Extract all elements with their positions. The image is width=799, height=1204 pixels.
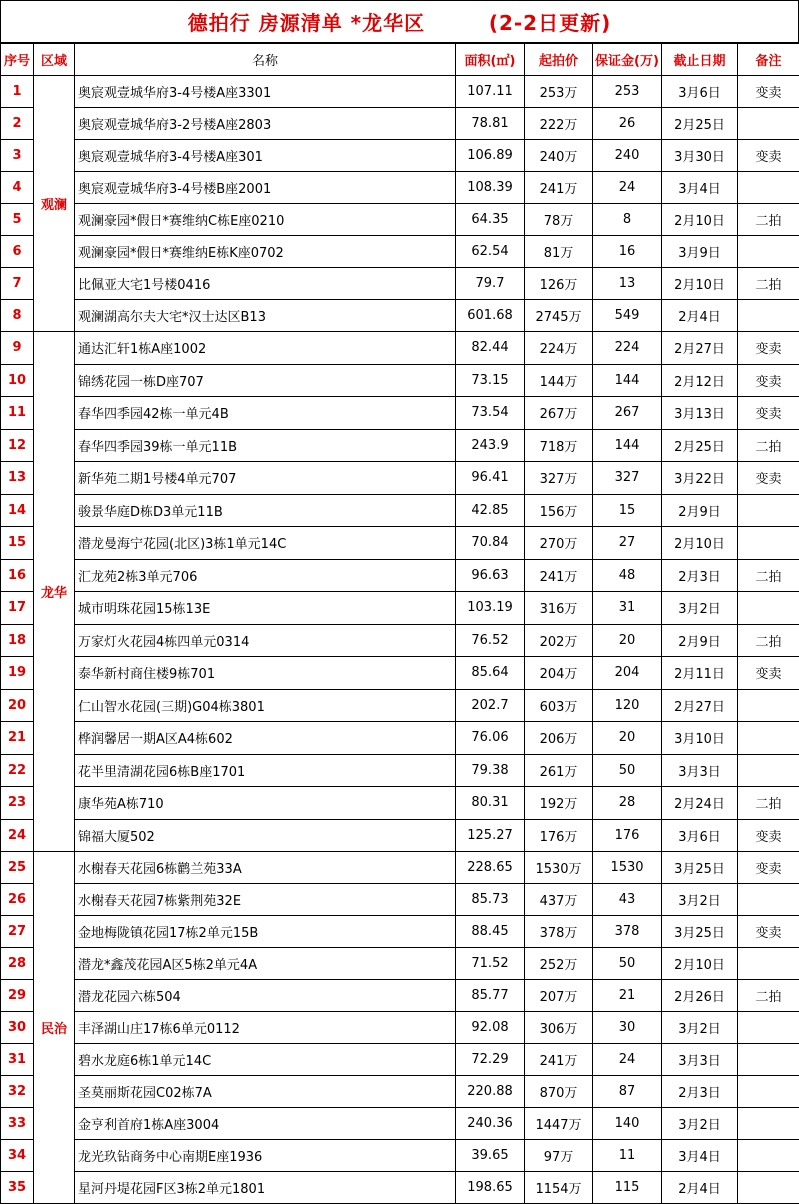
note-value — [738, 722, 799, 755]
start-price: 241万 — [525, 172, 593, 204]
property-name: 潜龙曼海宁花园(北区)3栋1单元14C — [75, 527, 456, 560]
region-label: 民治 — [34, 852, 75, 1204]
deposit-value: 16 — [593, 236, 662, 268]
note-value — [738, 1076, 799, 1108]
row-number: 14 — [1, 494, 34, 527]
area-value: 73.54 — [456, 397, 525, 430]
note-value: 变卖 — [738, 397, 799, 430]
deadline-date: 2月9日 — [662, 624, 738, 657]
area-value: 85.64 — [456, 657, 525, 690]
area-value: 85.73 — [456, 884, 525, 916]
table-row — [1, 948, 799, 980]
deposit-value: 115 — [593, 1172, 662, 1204]
note-value — [738, 1172, 799, 1204]
header-deposit: 保证金(万) — [593, 44, 662, 76]
deposit-value: 1530 — [593, 852, 662, 884]
start-price: 261万 — [525, 754, 593, 787]
row-number: 1 — [1, 76, 34, 108]
row-number: 30 — [1, 1012, 34, 1044]
note-value: 二拍 — [738, 624, 799, 657]
table-row — [1, 1076, 799, 1108]
deadline-date: 3月22日 — [662, 462, 738, 495]
row-number: 28 — [1, 948, 34, 980]
deadline-date: 3月9日 — [662, 236, 738, 268]
deadline-date: 2月9日 — [662, 494, 738, 527]
property-name: 碧水龙庭6栋1单元14C — [75, 1044, 456, 1076]
area-value: 64.35 — [456, 204, 525, 236]
start-price: 202万 — [525, 624, 593, 657]
area-value: 107.11 — [456, 76, 525, 108]
row-number: 25 — [1, 852, 34, 884]
deposit-value: 50 — [593, 948, 662, 980]
area-value: 73.15 — [456, 364, 525, 397]
area-value: 39.65 — [456, 1140, 525, 1172]
row-number: 31 — [1, 1044, 34, 1076]
note-value — [738, 754, 799, 787]
deposit-value: 20 — [593, 624, 662, 657]
deadline-date: 2月27日 — [662, 332, 738, 365]
property-name: 仁山智水花园(三期)G04栋3801 — [75, 689, 456, 722]
property-name: 春华四季园39栋一单元11B — [75, 429, 456, 462]
area-value: 79.7 — [456, 268, 525, 300]
listing-table — [0, 43, 799, 1204]
start-price: 241万 — [525, 1044, 593, 1076]
property-name: 康华苑A栋710 — [75, 787, 456, 820]
deadline-date: 2月3日 — [662, 1076, 738, 1108]
table-row — [1, 397, 799, 430]
deadline-date: 2月24日 — [662, 787, 738, 820]
area-value: 106.89 — [456, 140, 525, 172]
deposit-value: 549 — [593, 300, 662, 332]
property-name: 星河丹堤花园F区3栋2单元1801 — [75, 1172, 456, 1204]
start-price: 718万 — [525, 429, 593, 462]
start-price: 241万 — [525, 559, 593, 592]
row-number: 19 — [1, 657, 34, 690]
note-value: 变卖 — [738, 462, 799, 495]
start-price: 1154万 — [525, 1172, 593, 1204]
row-number: 20 — [1, 689, 34, 722]
property-name: 金地梅陇镇花园17栋2单元15B — [75, 916, 456, 948]
start-price: 204万 — [525, 657, 593, 690]
start-price: 306万 — [525, 1012, 593, 1044]
area-value: 78.81 — [456, 108, 525, 140]
area-value: 62.54 — [456, 236, 525, 268]
table-row — [1, 1108, 799, 1140]
start-price: 270万 — [525, 527, 593, 560]
note-value: 变卖 — [738, 657, 799, 690]
start-price: 253万 — [525, 76, 593, 108]
row-number: 26 — [1, 884, 34, 916]
property-name: 奥宸观壹城华府3-4号楼A座3301 — [75, 76, 456, 108]
page-title — [0, 0, 799, 43]
table-row — [1, 1012, 799, 1044]
table-row — [1, 300, 799, 332]
deadline-date: 2月25日 — [662, 429, 738, 462]
deadline-date: 3月4日 — [662, 1140, 738, 1172]
area-value: 82.44 — [456, 332, 525, 365]
deadline-date: 3月10日 — [662, 722, 738, 755]
area-value: 243.9 — [456, 429, 525, 462]
row-number: 8 — [1, 300, 34, 332]
table-row — [1, 1044, 799, 1076]
table-row — [1, 332, 799, 365]
row-number: 33 — [1, 1108, 34, 1140]
deposit-value: 15 — [593, 494, 662, 527]
start-price: 81万 — [525, 236, 593, 268]
start-price: 603万 — [525, 689, 593, 722]
property-name: 桦润馨居一期A区A4栋602 — [75, 722, 456, 755]
property-name: 奥宸观壹城华府3-2号楼A座2803 — [75, 108, 456, 140]
row-number: 16 — [1, 559, 34, 592]
deposit-value: 140 — [593, 1108, 662, 1140]
deposit-value: 11 — [593, 1140, 662, 1172]
start-price: 144万 — [525, 364, 593, 397]
start-price: 240万 — [525, 140, 593, 172]
note-value — [738, 527, 799, 560]
header-no: 序号 — [1, 44, 34, 76]
note-value: 变卖 — [738, 916, 799, 948]
area-value: 85.77 — [456, 980, 525, 1012]
deposit-value: 21 — [593, 980, 662, 1012]
table-row — [1, 980, 799, 1012]
table-row — [1, 268, 799, 300]
start-price: 156万 — [525, 494, 593, 527]
property-name: 汇龙苑2栋3单元706 — [75, 559, 456, 592]
deadline-date: 2月12日 — [662, 364, 738, 397]
table-header-row — [1, 44, 799, 76]
start-price: 437万 — [525, 884, 593, 916]
note-value — [738, 948, 799, 980]
row-number: 24 — [1, 819, 34, 852]
area-value: 125.27 — [456, 819, 525, 852]
deposit-value: 31 — [593, 592, 662, 625]
deadline-date: 2月4日 — [662, 1172, 738, 1204]
area-value: 72.29 — [456, 1044, 525, 1076]
area-value: 88.45 — [456, 916, 525, 948]
row-number: 9 — [1, 332, 34, 365]
deadline-date: 3月3日 — [662, 1044, 738, 1076]
row-number: 34 — [1, 1140, 34, 1172]
deposit-value: 87 — [593, 1076, 662, 1108]
area-value: 80.31 — [456, 787, 525, 820]
area-value: 71.52 — [456, 948, 525, 980]
start-price: 267万 — [525, 397, 593, 430]
deadline-date: 3月6日 — [662, 76, 738, 108]
note-value: 二拍 — [738, 787, 799, 820]
start-price: 224万 — [525, 332, 593, 365]
start-price: 222万 — [525, 108, 593, 140]
deadline-date: 2月25日 — [662, 108, 738, 140]
start-price: 316万 — [525, 592, 593, 625]
deadline-date: 3月13日 — [662, 397, 738, 430]
deposit-value: 24 — [593, 1044, 662, 1076]
row-number: 12 — [1, 429, 34, 462]
property-name: 圣莫丽斯花园C02栋7A — [75, 1076, 456, 1108]
property-name: 花半里清湖花园6栋B座1701 — [75, 754, 456, 787]
header-name: 名称 — [75, 44, 456, 76]
table-row — [1, 657, 799, 690]
area-value: 220.88 — [456, 1076, 525, 1108]
start-price: 1530万 — [525, 852, 593, 884]
property-name: 锦绣花园一栋D座707 — [75, 364, 456, 397]
start-price: 378万 — [525, 916, 593, 948]
area-value: 76.06 — [456, 722, 525, 755]
row-number: 6 — [1, 236, 34, 268]
table-row — [1, 852, 799, 884]
deposit-value: 8 — [593, 204, 662, 236]
title-main: 德拍行 房源清单 *龙华区 — [188, 7, 425, 36]
note-value — [738, 884, 799, 916]
note-value: 二拍 — [738, 204, 799, 236]
deposit-value: 43 — [593, 884, 662, 916]
area-value: 76.52 — [456, 624, 525, 657]
start-price: 252万 — [525, 948, 593, 980]
table-row — [1, 754, 799, 787]
deposit-value: 20 — [593, 722, 662, 755]
deposit-value: 27 — [593, 527, 662, 560]
property-name: 城市明珠花园15栋13E — [75, 592, 456, 625]
property-name: 奥宸观壹城华府3-4号楼B座2001 — [75, 172, 456, 204]
row-number: 22 — [1, 754, 34, 787]
property-name: 水榭春天花园7栋紫荆苑32E — [75, 884, 456, 916]
deposit-value: 327 — [593, 462, 662, 495]
deadline-date: 3月6日 — [662, 819, 738, 852]
deposit-value: 144 — [593, 364, 662, 397]
note-value — [738, 1140, 799, 1172]
note-value: 变卖 — [738, 852, 799, 884]
deadline-date: 2月10日 — [662, 268, 738, 300]
table-row — [1, 916, 799, 948]
deposit-value: 24 — [593, 172, 662, 204]
area-value: 108.39 — [456, 172, 525, 204]
row-number: 11 — [1, 397, 34, 430]
deadline-date: 3月2日 — [662, 1012, 738, 1044]
deposit-value: 253 — [593, 76, 662, 108]
note-value — [738, 1012, 799, 1044]
row-number: 29 — [1, 980, 34, 1012]
note-value: 二拍 — [738, 980, 799, 1012]
start-price: 192万 — [525, 787, 593, 820]
row-number: 3 — [1, 140, 34, 172]
note-value — [738, 1044, 799, 1076]
row-number: 23 — [1, 787, 34, 820]
region-label: 龙华 — [34, 332, 75, 852]
row-number: 4 — [1, 172, 34, 204]
note-value: 变卖 — [738, 364, 799, 397]
deposit-value: 176 — [593, 819, 662, 852]
row-number: 7 — [1, 268, 34, 300]
deposit-value: 26 — [593, 108, 662, 140]
deadline-date: 2月26日 — [662, 980, 738, 1012]
property-name: 潜龙花园六栋504 — [75, 980, 456, 1012]
row-number: 2 — [1, 108, 34, 140]
deposit-value: 28 — [593, 787, 662, 820]
header-area: 面积(㎡) — [456, 44, 525, 76]
table-row — [1, 76, 799, 108]
deadline-date: 3月3日 — [662, 754, 738, 787]
property-name: 春华四季园42栋一单元4B — [75, 397, 456, 430]
deadline-date: 2月3日 — [662, 559, 738, 592]
deposit-value: 378 — [593, 916, 662, 948]
area-value: 601.68 — [456, 300, 525, 332]
property-name: 丰泽湖山庄17栋6单元0112 — [75, 1012, 456, 1044]
header-price: 起拍价 — [525, 44, 593, 76]
area-value: 70.84 — [456, 527, 525, 560]
row-number: 27 — [1, 916, 34, 948]
start-price: 870万 — [525, 1076, 593, 1108]
deadline-date: 3月2日 — [662, 1108, 738, 1140]
area-value: 42.85 — [456, 494, 525, 527]
table-row — [1, 140, 799, 172]
property-name: 万家灯火花园4栋四单元0314 — [75, 624, 456, 657]
row-number: 5 — [1, 204, 34, 236]
start-price: 207万 — [525, 980, 593, 1012]
deposit-value: 267 — [593, 397, 662, 430]
note-value: 变卖 — [738, 819, 799, 852]
table-row — [1, 1140, 799, 1172]
start-price: 78万 — [525, 204, 593, 236]
deadline-date: 3月2日 — [662, 592, 738, 625]
note-value — [738, 494, 799, 527]
row-number: 35 — [1, 1172, 34, 1204]
area-value: 228.65 — [456, 852, 525, 884]
deadline-date: 3月25日 — [662, 852, 738, 884]
deadline-date: 2月11日 — [662, 657, 738, 690]
area-value: 198.65 — [456, 1172, 525, 1204]
note-value — [738, 236, 799, 268]
deposit-value: 50 — [593, 754, 662, 787]
property-name: 潜龙*鑫茂花园A区5栋2单元4A — [75, 948, 456, 980]
start-price: 176万 — [525, 819, 593, 852]
header-deadline: 截止日期 — [662, 44, 738, 76]
table-row — [1, 108, 799, 140]
property-name: 观澜豪园*假日*赛维纳C栋E座0210 — [75, 204, 456, 236]
table-body — [1, 76, 799, 1204]
area-value: 96.41 — [456, 462, 525, 495]
start-price: 327万 — [525, 462, 593, 495]
property-name: 新华苑二期1号楼4单元707 — [75, 462, 456, 495]
table-row — [1, 722, 799, 755]
start-price: 206万 — [525, 722, 593, 755]
table-row — [1, 1172, 799, 1204]
area-value: 96.63 — [456, 559, 525, 592]
note-value: 变卖 — [738, 76, 799, 108]
table-row — [1, 819, 799, 852]
deposit-value: 48 — [593, 559, 662, 592]
property-name: 观澜湖高尔夫大宅*汉士达区B13 — [75, 300, 456, 332]
area-value: 202.7 — [456, 689, 525, 722]
start-price: 1447万 — [525, 1108, 593, 1140]
deadline-date: 2月10日 — [662, 204, 738, 236]
start-price: 97万 — [525, 1140, 593, 1172]
note-value — [738, 108, 799, 140]
table-row — [1, 236, 799, 268]
table-row — [1, 527, 799, 560]
deadline-date: 2月10日 — [662, 948, 738, 980]
deadline-date: 3月2日 — [662, 884, 738, 916]
deadline-date: 2月27日 — [662, 689, 738, 722]
region-label: 观澜 — [34, 76, 75, 332]
table-row — [1, 884, 799, 916]
note-value: 二拍 — [738, 268, 799, 300]
table-row — [1, 689, 799, 722]
property-name: 水榭春天花园6栋鹳兰苑33A — [75, 852, 456, 884]
area-value: 103.19 — [456, 592, 525, 625]
note-value — [738, 172, 799, 204]
deadline-date: 3月30日 — [662, 140, 738, 172]
note-value: 二拍 — [738, 559, 799, 592]
area-value: 79.38 — [456, 754, 525, 787]
property-name: 龙光玖钻商务中心南期E座1936 — [75, 1140, 456, 1172]
deposit-value: 204 — [593, 657, 662, 690]
property-name: 锦福大厦502 — [75, 819, 456, 852]
row-number: 18 — [1, 624, 34, 657]
table-row — [1, 364, 799, 397]
property-name: 泰华新村商住楼9栋701 — [75, 657, 456, 690]
note-value: 变卖 — [738, 140, 799, 172]
area-value: 240.36 — [456, 1108, 525, 1140]
deadline-date: 2月10日 — [662, 527, 738, 560]
note-value — [738, 592, 799, 625]
table-row — [1, 559, 799, 592]
table-row — [1, 462, 799, 495]
property-name: 金亨利首府1栋A座3004 — [75, 1108, 456, 1140]
deposit-value: 224 — [593, 332, 662, 365]
header-region: 区域 — [34, 44, 75, 76]
note-value: 变卖 — [738, 332, 799, 365]
deadline-date: 3月25日 — [662, 916, 738, 948]
table-row — [1, 494, 799, 527]
property-name: 奥宸观壹城华府3-4号楼A座301 — [75, 140, 456, 172]
property-name: 观澜豪园*假日*赛维纳E栋K座0702 — [75, 236, 456, 268]
table-row — [1, 592, 799, 625]
table-row — [1, 624, 799, 657]
property-name: 骏景华庭D栋D3单元11B — [75, 494, 456, 527]
row-number: 32 — [1, 1076, 34, 1108]
deadline-date: 3月4日 — [662, 172, 738, 204]
table-row — [1, 204, 799, 236]
note-value — [738, 1108, 799, 1140]
note-value: 二拍 — [738, 429, 799, 462]
row-number: 13 — [1, 462, 34, 495]
header-note: 备注 — [738, 44, 799, 76]
property-name: 通达汇轩1栋A座1002 — [75, 332, 456, 365]
row-number: 17 — [1, 592, 34, 625]
deadline-date: 2月4日 — [662, 300, 738, 332]
row-number: 21 — [1, 722, 34, 755]
row-number: 15 — [1, 527, 34, 560]
deposit-value: 13 — [593, 268, 662, 300]
start-price: 126万 — [525, 268, 593, 300]
deposit-value: 144 — [593, 429, 662, 462]
area-value: 92.08 — [456, 1012, 525, 1044]
property-name: 比佩亚大宅1号楼0416 — [75, 268, 456, 300]
note-value — [738, 300, 799, 332]
title-update: (2-2日更新) — [489, 7, 611, 36]
start-price: 2745万 — [525, 300, 593, 332]
note-value — [738, 689, 799, 722]
deposit-value: 240 — [593, 140, 662, 172]
table-row — [1, 429, 799, 462]
deposit-value: 120 — [593, 689, 662, 722]
row-number: 10 — [1, 364, 34, 397]
table-row — [1, 787, 799, 820]
deposit-value: 30 — [593, 1012, 662, 1044]
table-row — [1, 172, 799, 204]
